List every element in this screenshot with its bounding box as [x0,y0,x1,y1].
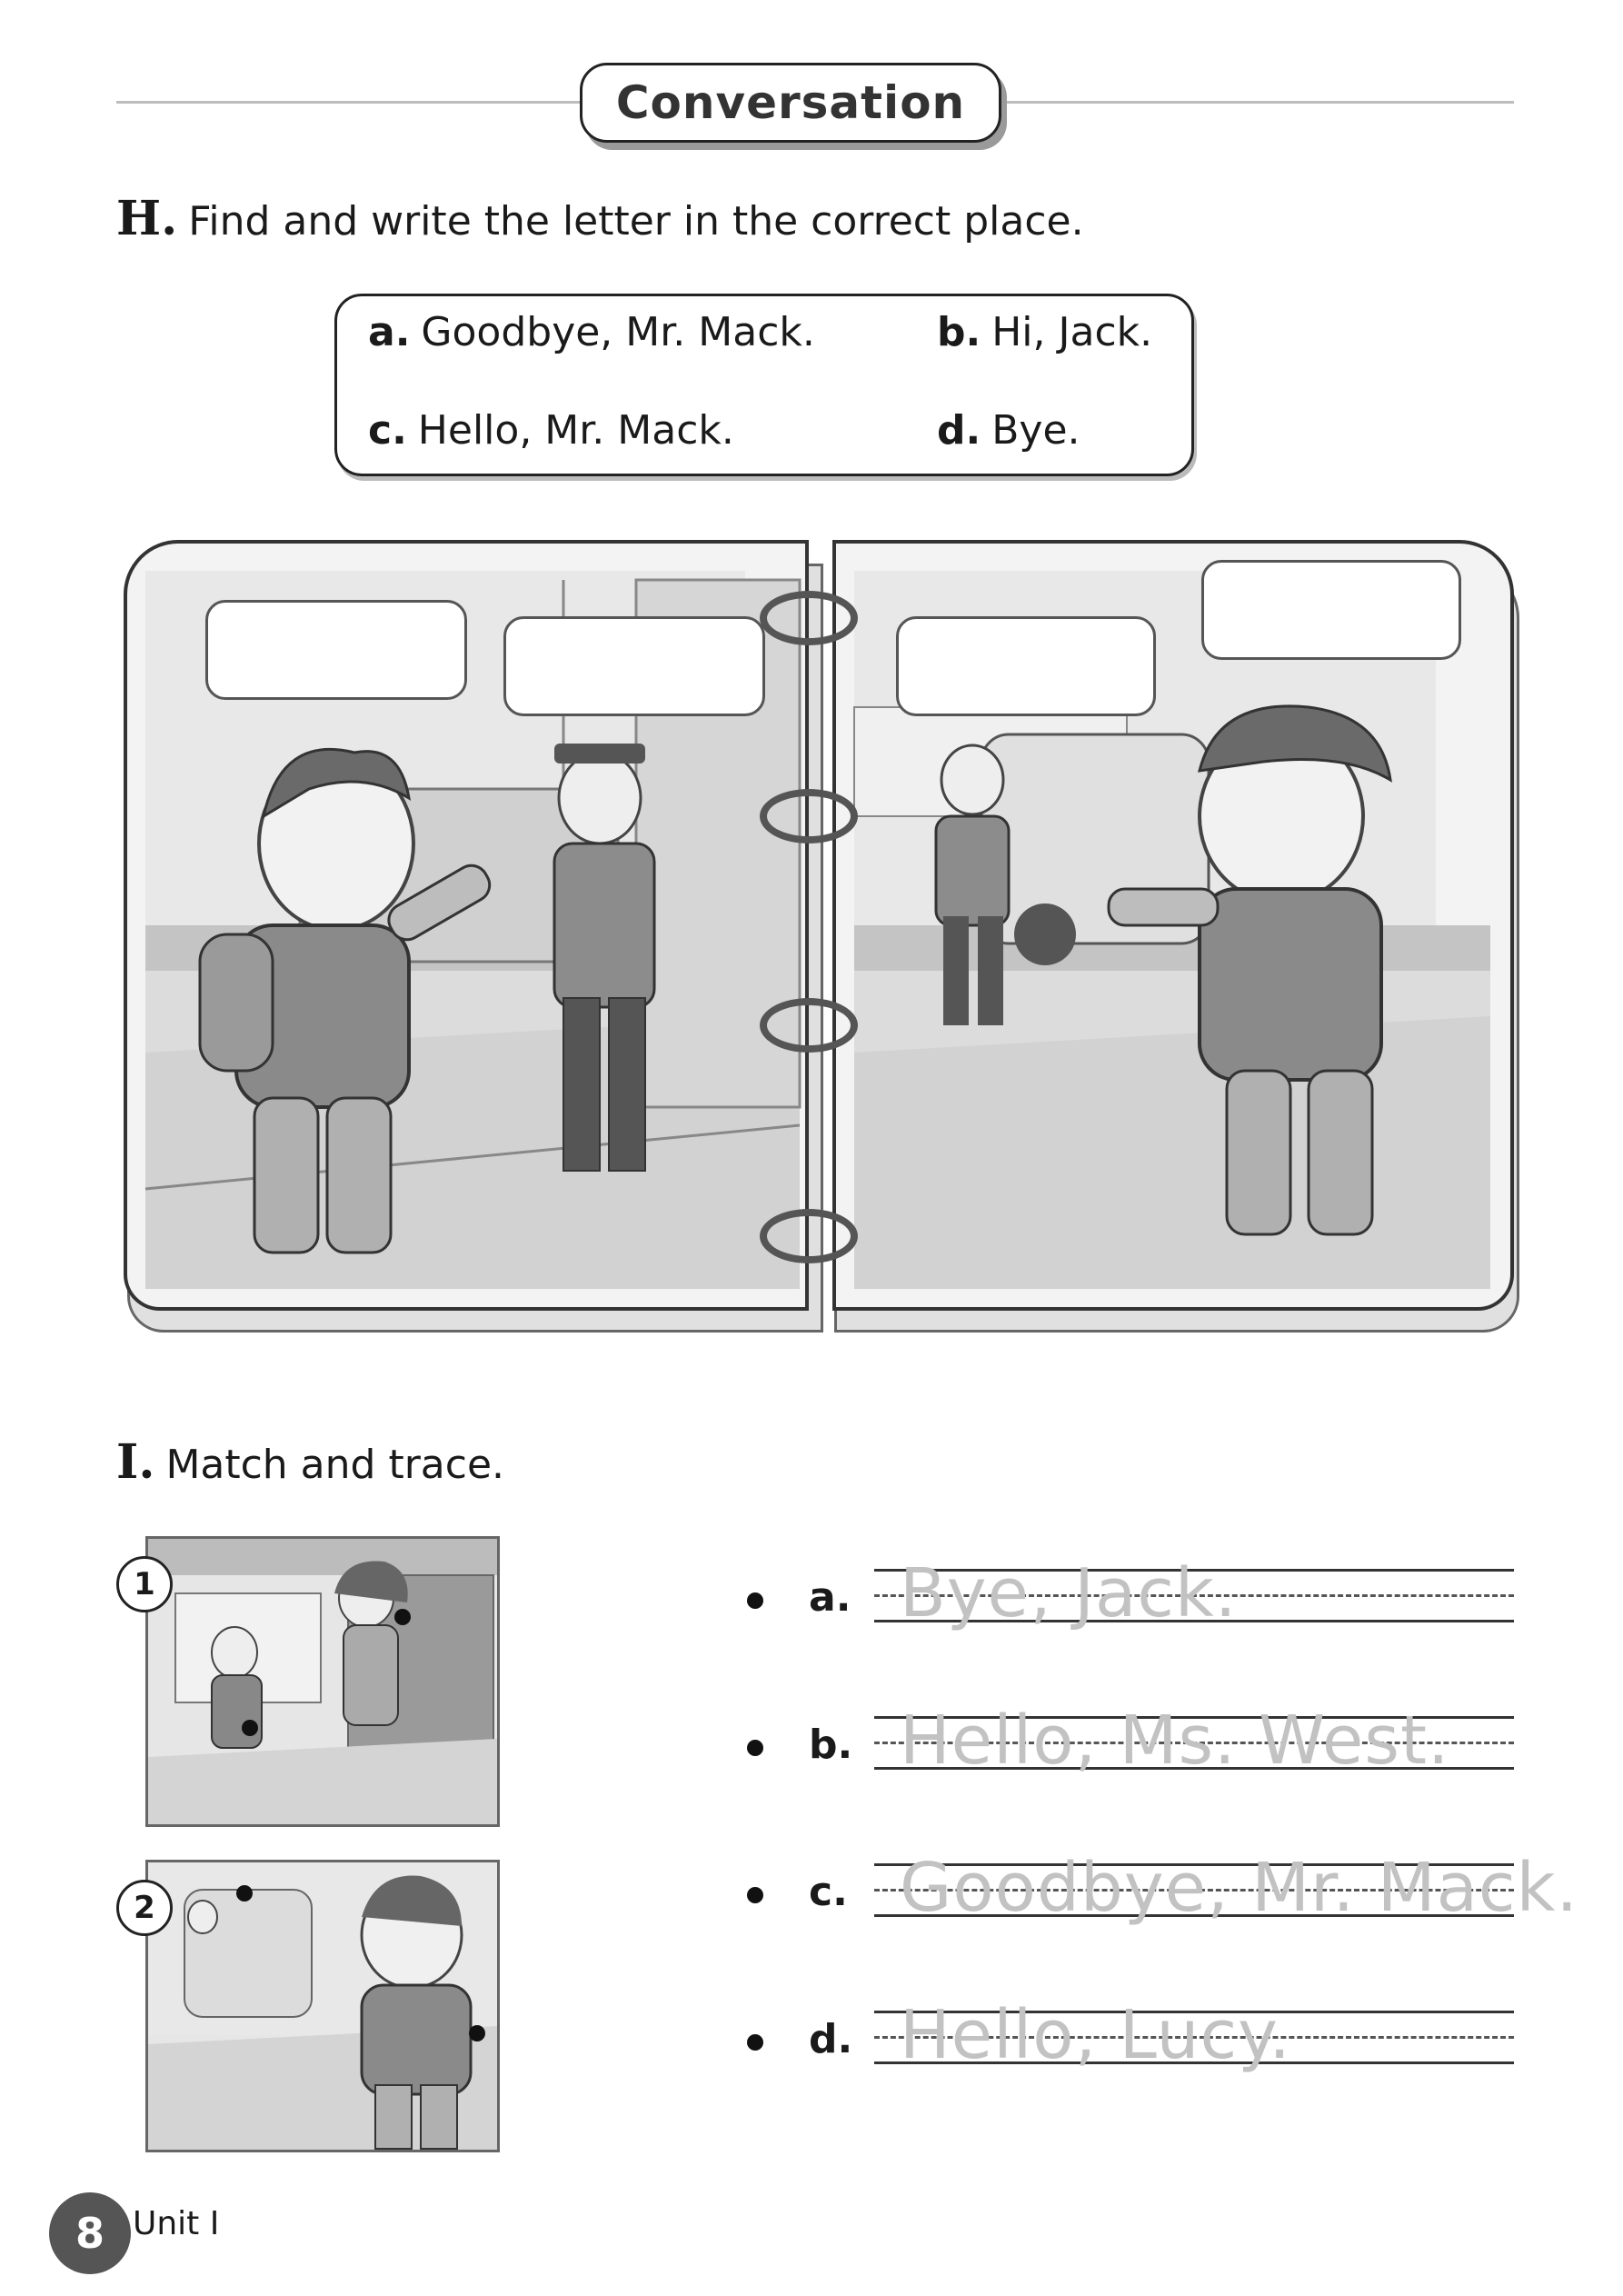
binder-ring-3 [760,998,858,1053]
option-b: b. Hi, Jack. [937,309,1153,355]
match-picture-2-scene [148,1862,497,2150]
trace-text-b[interactable]: Hello, Ms. West. [900,1702,1450,1780]
match-picture-2 [145,1860,500,2152]
speech-bubble-1[interactable] [205,600,467,700]
book-page-right [832,540,1514,1311]
match-dot-picture-2-bottom[interactable] [469,2025,485,2041]
trace-letter-c: c. [809,1869,848,1915]
instruction-h [116,191,1084,246]
trace-letter-b: b. [809,1722,853,1768]
book-page-left [124,540,809,1311]
picture-number-1: 1 [116,1556,173,1612]
section-letter-h: H. [116,191,178,246]
unit-label: Unit I [133,2205,220,2242]
match-dot-a[interactable] [747,1592,763,1609]
speech-bubble-4[interactable] [1201,560,1461,660]
instruction-h-text: Find and write the letter in the correct place. [188,198,1084,245]
trace-text-a[interactable]: Bye, Jack. [900,1554,1238,1632]
instruction-i [116,1434,504,1490]
match-picture-1-scene [148,1539,497,1824]
match-dot-b[interactable] [747,1740,763,1756]
match-dot-d[interactable] [747,2034,763,2051]
section-title: Conversation [580,63,1001,143]
trace-text-c[interactable]: Goodbye, Mr. Mack. [900,1849,1578,1927]
match-dot-picture-1-bottom[interactable] [242,1720,258,1736]
match-dot-c[interactable] [747,1887,763,1903]
header-rule-left [116,101,582,104]
match-dot-picture-1-top[interactable] [394,1609,411,1625]
options-box [334,294,1194,476]
picture-number-2: 2 [116,1880,173,1936]
binder-ring-2 [760,789,858,844]
trace-text-d[interactable]: Hello, Lucy. [900,1996,1291,2074]
match-picture-1 [145,1536,500,1827]
speech-bubble-3[interactable] [896,616,1156,716]
binder-ring-4 [760,1209,858,1263]
trace-letter-d: d. [809,2016,853,2062]
page-number: 8 [49,2192,131,2274]
match-dot-picture-2-top[interactable] [236,1885,253,1902]
option-a: a. Goodbye, Mr. Mack. [368,309,815,355]
trace-letter-a: a. [809,1574,851,1621]
binder-ring-1 [760,591,858,645]
instruction-i-text: Match and trace. [165,1442,504,1488]
header-rule-right [998,101,1514,104]
option-d: d. Bye. [937,407,1080,454]
speech-bubble-2[interactable] [503,616,765,716]
section-letter-i: I. [116,1434,155,1490]
option-c: c. Hello, Mr. Mack. [368,407,734,454]
